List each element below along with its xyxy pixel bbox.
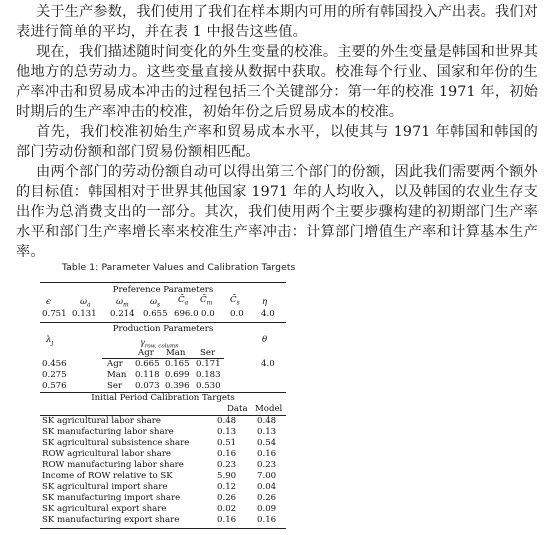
pref-header-omega-m: $\omega_m$	[116, 297, 129, 309]
target-data-value: 0.12	[217, 482, 237, 492]
gamma-man-agr: 0.118	[135, 370, 160, 380]
gamma-agr-man: 0.165	[165, 359, 190, 369]
pref-title: Preference Parameters	[112, 285, 214, 295]
target-model-value: 0.23	[257, 460, 277, 470]
rule-production	[40, 322, 286, 323]
target-data-value: 0.23	[217, 460, 237, 470]
target-data-value: 0.13	[217, 427, 237, 437]
gamma-ser-agr: 0.073	[135, 381, 160, 391]
target-model-value: 0.54	[257, 438, 277, 448]
gamma-ser-ser: 0.530	[196, 381, 221, 391]
pref-header-cbar-m: $C̄_m$	[200, 295, 213, 307]
target-label: SK agricultural import share	[42, 482, 168, 492]
target-model-value: 0.26	[257, 493, 277, 503]
target-label: SK agricultural labor share	[42, 416, 161, 426]
target-data-value: 5.90	[217, 471, 237, 481]
target-model-value: 0.48	[257, 416, 277, 426]
target-model-value: 0.04	[257, 482, 277, 492]
gamma-man-ser: 0.183	[196, 370, 221, 380]
pref-header-omega-a: $\omega_a$	[80, 297, 91, 309]
theta-value: 4.0	[261, 359, 275, 369]
target-model-value: 0.16	[257, 515, 277, 525]
lambda-agr: 0.456	[42, 359, 67, 369]
body-text	[16, 2, 538, 262]
prod-row-man-label: Man	[107, 370, 127, 380]
table-caption: Table 1: Parameter Values and Calibration Targets	[62, 262, 296, 273]
paragraph-production-parameters: 关于生产参数，我们使用了我们在样本期内可用的所有韩国投入产出表。我们对表进行简单的平均，并在表 1 中报告这些值。	[16, 4, 538, 40]
pref-value-omega-m: 0.214	[110, 309, 135, 319]
paragraph-exogenous-variables: 现在，我们描述随时间变化的外生变量的校准。主要的外生变量是韩国和世界其他地方的总劳动力。这些变量直接从数据中获取。校准每个行业、国家和年份的生产率冲击和贸易成本冲击的过程包括三个关键部分：第一年的校准 1971 年，初始时期后的生产率冲击的校准，初始年份之后贸易成本的校准。	[16, 44, 538, 120]
target-data-value: 0.51	[217, 438, 237, 448]
target-data-value: 0.16	[217, 449, 237, 459]
prod-row-ser-label: Ser	[107, 381, 123, 391]
gamma-agr-ser: 0.171	[196, 359, 221, 369]
pref-value-omega-a: 0.131	[72, 309, 97, 319]
theta-header: θ	[262, 335, 268, 345]
gamma-ser-man: 0.396	[165, 381, 190, 391]
paragraph-initial-calibration: 首先，我们校准初始生产率和贸易成本水平，以使其与 1971 年韩国和韩国的部门劳动份额和部门贸易份额相匹配。	[16, 124, 538, 160]
target-label: Income of ROW relative to SK	[42, 471, 173, 481]
pref-header-epsilon: ϵ	[46, 297, 51, 307]
target-label: ROW manufacturing labor share	[42, 460, 184, 470]
target-label: SK manufacturing export share	[42, 515, 180, 525]
prod-col-agr: Agr	[138, 348, 154, 358]
gamma-agr-agr: 0.665	[135, 359, 160, 369]
pref-header-cbar-a: $C̄_a$	[178, 295, 189, 307]
bottom-rule	[40, 528, 286, 529]
targets-header-model: Model	[255, 404, 283, 414]
prod-col-ser: Ser	[200, 348, 216, 358]
top-rule	[40, 282, 286, 283]
pref-header-eta: η	[262, 297, 268, 307]
target-data-value: 0.02	[217, 504, 237, 514]
target-model-value: 0.09	[257, 504, 277, 514]
target-data-value: 0.16	[217, 515, 237, 525]
pref-value-epsilon: 0.751	[42, 309, 67, 319]
lambda-header: $\lambda_j$	[46, 335, 54, 347]
target-model-value: 0.13	[257, 427, 277, 437]
target-model-value: 0.16	[257, 449, 277, 459]
prod-col-man: Man	[166, 348, 186, 358]
pref-value-cbar-a: 696.0	[174, 309, 199, 319]
target-data-value: 0.48	[217, 416, 237, 426]
target-label: SK manufacturing labor share	[42, 427, 174, 437]
target-label: ROW agricultural labor share	[42, 449, 172, 459]
prod-row-agr-label: Agr	[107, 359, 123, 369]
pref-header-omega-s: $\omega_s$	[150, 297, 161, 309]
target-data-value: 0.26	[217, 493, 237, 503]
pref-value-eta: 4.0	[261, 309, 275, 319]
gamma-man-man: 0.699	[165, 370, 190, 380]
pref-value-cbar-s: 0.0	[230, 309, 244, 319]
target-label: SK agricultural subsistence share	[42, 438, 190, 448]
target-label: SK agricultural export share	[42, 504, 167, 514]
targets-title: Initial Period Calibration Targets	[91, 393, 235, 403]
lambda-man: 0.275	[42, 370, 67, 380]
lambda-ser: 0.576	[42, 381, 67, 391]
gamma-header: $\gamma_{row, column}$	[140, 338, 179, 350]
paragraph-additional-targets: 由两个部门的劳动份额自动可以得出第三个部门的份额，因此我们需要两个额外的目标值：韩国相对于世界其他国家 1971 年的人均收入，以及韩国的农业生存支出作为总消费支出的一部分。其次，我们使用两个主要步骤构建的初期部门生产率水平和部门生产率增长率来校准生产率冲击：计算部门增值生产率和计算基本生产率。	[16, 164, 538, 260]
pref-header-cbar-s: $C̄_s$	[230, 295, 240, 307]
target-label: SK manufacturing import share	[42, 493, 181, 503]
targets-header-data: Data	[227, 404, 248, 414]
prod-title: Production Parameters	[112, 324, 214, 334]
target-model-value: 7.00	[257, 471, 277, 481]
pref-value-omega-s: 0.655	[143, 309, 168, 319]
pref-value-cbar-m: 0.0	[201, 309, 215, 319]
